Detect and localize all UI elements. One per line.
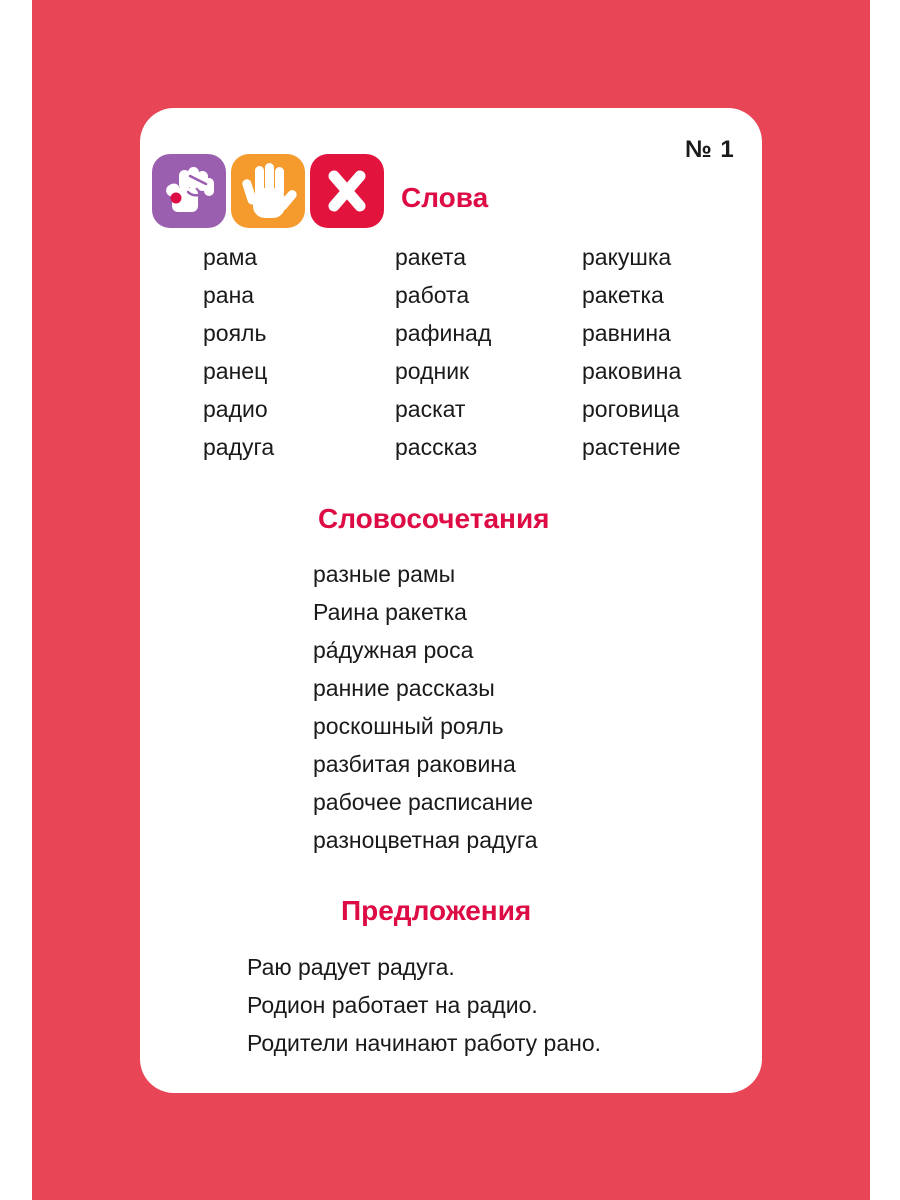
phrase-item: ранние рассказы	[313, 675, 495, 701]
sentence-item: Раю радует радуга.	[247, 954, 455, 980]
phrase-item: роскошный рояль	[313, 713, 504, 739]
word-item: роговица	[582, 396, 680, 422]
sentences-list	[247, 948, 601, 1062]
phrase-item: разноцветная радуга	[313, 827, 538, 853]
word-item: родник	[395, 358, 470, 384]
word-item: равнина	[582, 320, 671, 346]
word-item: раскат	[395, 396, 466, 422]
word-item: рояль	[203, 320, 267, 346]
fist-icon	[152, 154, 226, 228]
words-section-title: Слова	[401, 182, 489, 213]
exercise-number: № 1	[685, 136, 735, 163]
phrase-item: разные рамы	[313, 561, 456, 587]
word-item: работа	[395, 282, 470, 308]
phrase-item: ра́дужная роса	[313, 637, 474, 663]
word-item: растение	[582, 434, 681, 460]
word-item: рафинад	[395, 320, 492, 346]
word-item: рана	[203, 282, 255, 308]
sentence-item: Родион работает на радио.	[247, 992, 538, 1018]
word-item: радио	[203, 396, 268, 422]
sentences-section-title: Предложения	[341, 895, 532, 926]
phrases-section-title: Словосочетания	[318, 503, 550, 534]
word-item: ракета	[395, 244, 466, 270]
words-column-2	[395, 238, 491, 466]
word-item: раковина	[582, 358, 682, 384]
sentence-item: Родители начинают работу рано.	[247, 1030, 602, 1056]
cross-icon	[310, 154, 384, 228]
word-item: ракушка	[582, 244, 672, 270]
word-item: ракетка	[582, 282, 664, 308]
phrases-list	[313, 555, 538, 859]
phrase-item: Раина ракетка	[313, 599, 467, 625]
words-column-1	[203, 238, 274, 466]
word-item: ранец	[203, 358, 268, 384]
word-item: рассказ	[395, 434, 478, 460]
words-column-3	[582, 238, 681, 466]
word-item: рама	[203, 244, 258, 270]
phrase-item: разбитая раковина	[313, 751, 516, 777]
phrase-item: рабочее расписание	[313, 789, 534, 815]
word-item: радуга	[203, 434, 275, 460]
open-hand-icon	[231, 154, 305, 228]
